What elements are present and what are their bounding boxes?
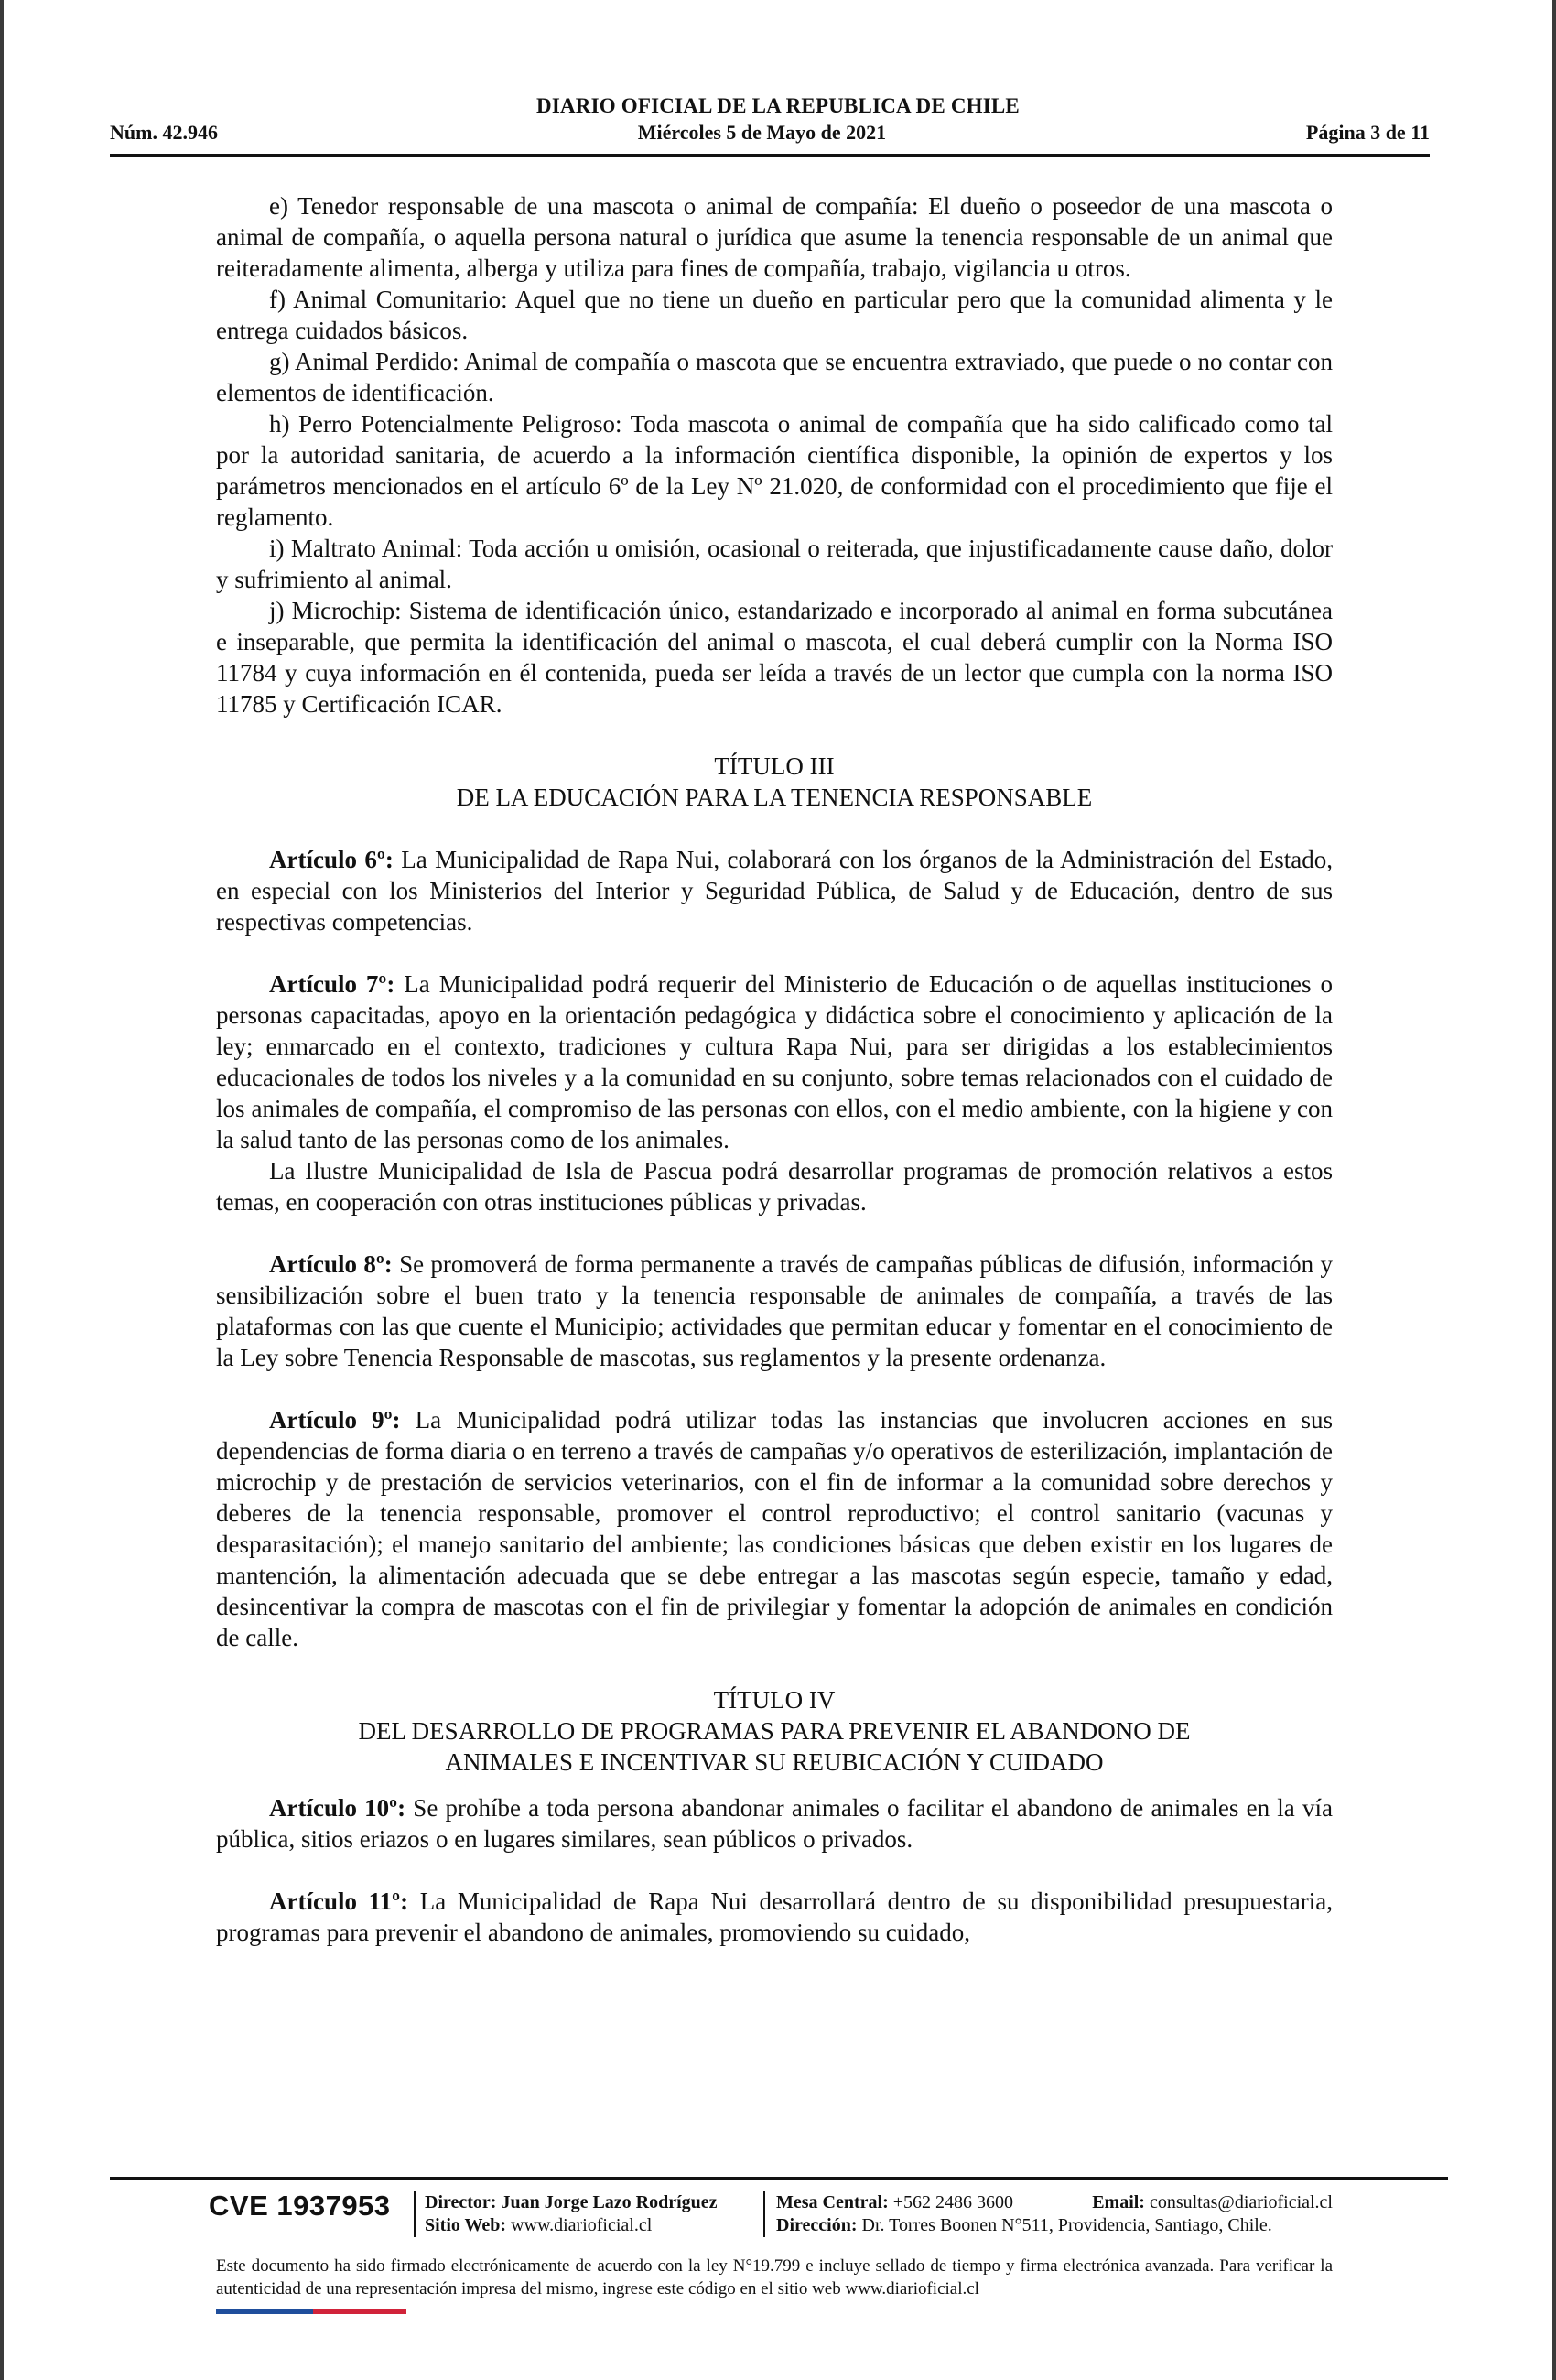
cve-code: CVE 1937953 xyxy=(209,2190,391,2222)
article-8-label: Artículo 8º: xyxy=(269,1250,393,1278)
footer-contact-block xyxy=(776,2191,1333,2237)
titulo-iv-heading-line-1: DEL DESARROLLO DE PROGRAMAS PARA PREVENIR EL ABANDONO DE xyxy=(358,1717,1191,1745)
website-link[interactable]: www.diarioficial.cl xyxy=(506,2215,653,2235)
article-10-label: Artículo 10º: xyxy=(269,1794,406,1822)
article-10 xyxy=(216,1792,1333,1855)
footer-director-block xyxy=(425,2191,718,2237)
article-9-text: La Municipalidad podrá utilizar todas las instancias que involucren acciones en sus dependencias de forma diaria o en terreno a través de campañas y/o operativos de esterilización, implantación de microchip y de prestación de servicios veterinarios, con el fin de informar a la comunidad sobre derechos y deberes de la tenencia responsable, promover el control reproductivo; el control sanitario (vacunas y desparasitación); el manejo sanitario del ambiente; las condiciones básicas que deben existir en los lugares de mantención, la alimentación adecuada que se debe entregar a las mascotas según especie, tamaño y edad, desincentivar la compra de mascotas con el fin de privilegiar y fomentar la adopción de animales en condición de calle. xyxy=(216,1406,1333,1651)
article-9 xyxy=(216,1404,1333,1653)
spacer xyxy=(216,1778,1333,1792)
titulo-iv-label: TÍTULO IV xyxy=(713,1686,836,1714)
spacer xyxy=(216,937,1333,968)
definition-i: i) Maltrato Animal: Toda acción u omisión, ocasional o reiterada, que injustificadamente cause daño, dolor y sufrimiento al animal. xyxy=(216,535,1333,593)
article-8-text: Se promoverá de forma permanente a través de campañas públicas de difusión, información y sensibilización sobre el buen trato y la tenencia responsable de animales de compañía, a través de las plataformas con las que cuente el Municipio; actividades que permitan educar y fomentar en el conocimiento de la Ley sobre Tenencia Responsable de mascotas, sus reglamentos y la presente ordenanza. xyxy=(216,1250,1333,1371)
spacer xyxy=(216,813,1333,844)
article-7-text: La Municipalidad podrá requerir del Ministerio de Educación o de aquellas instituciones o personas capacitadas, apoyo en la orientación pedagógica y didáctica sobre el conocimiento y aplicación de la ley; enmarcado en el contexto, tradiciones y cultura Rapa Nui, para ser dirigidas a los establecimientos educacionales de todos los niveles y a la comunidad en su conjunto, sobre temas relacionados con el cuidado de los animales de compañía, el compromiso de las personas con ellos, con el medio ambiente, con la higiene y con la salud tanto de las personas como de los animales. xyxy=(216,970,1333,1153)
page-right-border xyxy=(1552,0,1556,2380)
footer-divider xyxy=(763,2191,765,2237)
header-row xyxy=(110,121,1430,145)
flag-stripe-blue xyxy=(216,2309,313,2314)
spacer xyxy=(216,1653,1333,1684)
article-9-label: Artículo 9º: xyxy=(269,1406,401,1433)
spacer xyxy=(216,1373,1333,1404)
header-rule xyxy=(110,154,1430,157)
issue-number: Núm. 42.946 xyxy=(110,121,218,144)
article-11 xyxy=(216,1886,1333,1948)
issue-date: Miércoles 5 de Mayo de 2021 xyxy=(637,121,887,144)
spacer xyxy=(216,719,1333,751)
article-6-label: Artículo 6º: xyxy=(269,846,394,873)
article-8 xyxy=(216,1249,1333,1373)
director-label: Director: xyxy=(425,2192,497,2212)
email-label: Email: xyxy=(1092,2192,1145,2212)
director-name: Juan Jorge Lazo Rodríguez xyxy=(496,2192,718,2212)
titulo-iv-heading-line-2: ANIMALES E INCENTIVAR SU REUBICACIÓN Y CUIDADO xyxy=(445,1748,1104,1776)
gazette-title: DIARIO OFICIAL DE LA REPUBLICA DE CHILE xyxy=(536,94,1020,117)
footer-divider xyxy=(414,2191,416,2237)
article-6 xyxy=(216,844,1333,937)
definition-j: j) Microchip: Sistema de identificación único, estandarizado e incorporado al animal en forma subcutánea e inseparable, que permita la identificación del animal o mascota, el cual deberá cumplir con la Norma ISO 11784 y cuya información en él contenida, pueda ser leída a través de un lector que cumpla con la norma ISO 11785 y Certificación ICAR. xyxy=(216,597,1333,718)
titulo-iv xyxy=(216,1684,1333,1778)
page-left-border xyxy=(0,0,4,2380)
page-indicator: Página 3 de 11 xyxy=(1305,121,1430,144)
article-7-label: Artículo 7º: xyxy=(269,970,395,998)
definition-f: f) Animal Comunitario: Aquel que no tiene un dueño en particular pero que la comunidad alimenta y le entrega cuidados básicos. xyxy=(216,286,1333,344)
titulo-iii-label: TÍTULO III xyxy=(714,752,835,780)
article-7-paragraph-2: La Ilustre Municipalidad de Isla de Pascua podrá desarrollar programas de promoción relativos a estos temas, en cooperación con otras instituciones públicas y privadas. xyxy=(216,1157,1333,1216)
document-body xyxy=(216,190,1333,1948)
flag-stripe-red xyxy=(313,2309,406,2314)
email-link[interactable]: consultas@diarioficial.cl xyxy=(1144,2192,1333,2212)
spacer xyxy=(216,1855,1333,1886)
signature-note: Este documento ha sido firmado electrónicamente de acuerdo con la ley N°19.799 e incluye sellado de tiempo y firma electrónica avanzada. Para verificar la autenticidad de una representación impresa del mismo, ingrese este código en el sitio web www.diarioficial.cl xyxy=(216,2256,1333,2299)
titulo-iii-heading: DE LA EDUCACIÓN PARA LA TENENCIA RESPONSABLE xyxy=(456,784,1093,811)
article-11-text: La Municipalidad de Rapa Nui desarrollará dentro de su disponibilidad presupuestaria, programas para prevenir el abandono de animales, promoviendo su cuidado, xyxy=(216,1888,1333,1946)
titulo-iii xyxy=(216,751,1333,813)
article-6-text: La Municipalidad de Rapa Nui, colaborará con los órganos de la Administración del Estado, en especial con los Ministerios del Interior y Seguridad Pública, de Salud y de Educación, dentro de sus respectivas competencias. xyxy=(216,846,1333,936)
definition-h: h) Perro Potencialmente Peligroso: Toda mascota o animal de compañía que ha sido calificado como tal por la autoridad sanitaria, de acuerdo a la información científica disponible, la opinión de expertos y los parámetros mencionados en el artículo 6º de la Ley Nº 21.020, de conformidad con el procedimiento que fije el reglamento. xyxy=(216,410,1333,531)
phone-number: +562 2486 3600 xyxy=(888,2192,1014,2212)
phone-label: Mesa Central: xyxy=(776,2192,889,2212)
website-label: Sitio Web: xyxy=(425,2215,507,2235)
address-text: Dr. Torres Boonen N°511, Providencia, Santiago, Chile. xyxy=(857,2215,1272,2235)
article-11-label: Artículo 11º: xyxy=(269,1888,409,1915)
spacer xyxy=(216,1217,1333,1249)
definition-e: e) Tenedor responsable de una mascota o animal de compañía: El dueño o poseedor de una mascota o animal de compañía, o aquella persona natural o jurídica que asume la tenencia responsable de un animal que reiteradamente alimenta, alberga y utiliza para fines de compañía, trabajo, vigilancia u otros. xyxy=(216,192,1333,282)
article-7 xyxy=(216,968,1333,1155)
definition-g: g) Animal Perdido: Animal de compañía o mascota que se encuentra extraviado, que puede o no contar con elementos de identificación. xyxy=(216,348,1333,406)
address-label: Dirección: xyxy=(776,2215,858,2235)
footer-rule xyxy=(110,2177,1448,2180)
article-10-text: Se prohíbe a toda persona abandonar animales o facilitar el abandono de animales en la vía pública, sitios eriazos o en lugares similares, sean públicos o privados. xyxy=(216,1794,1333,1853)
